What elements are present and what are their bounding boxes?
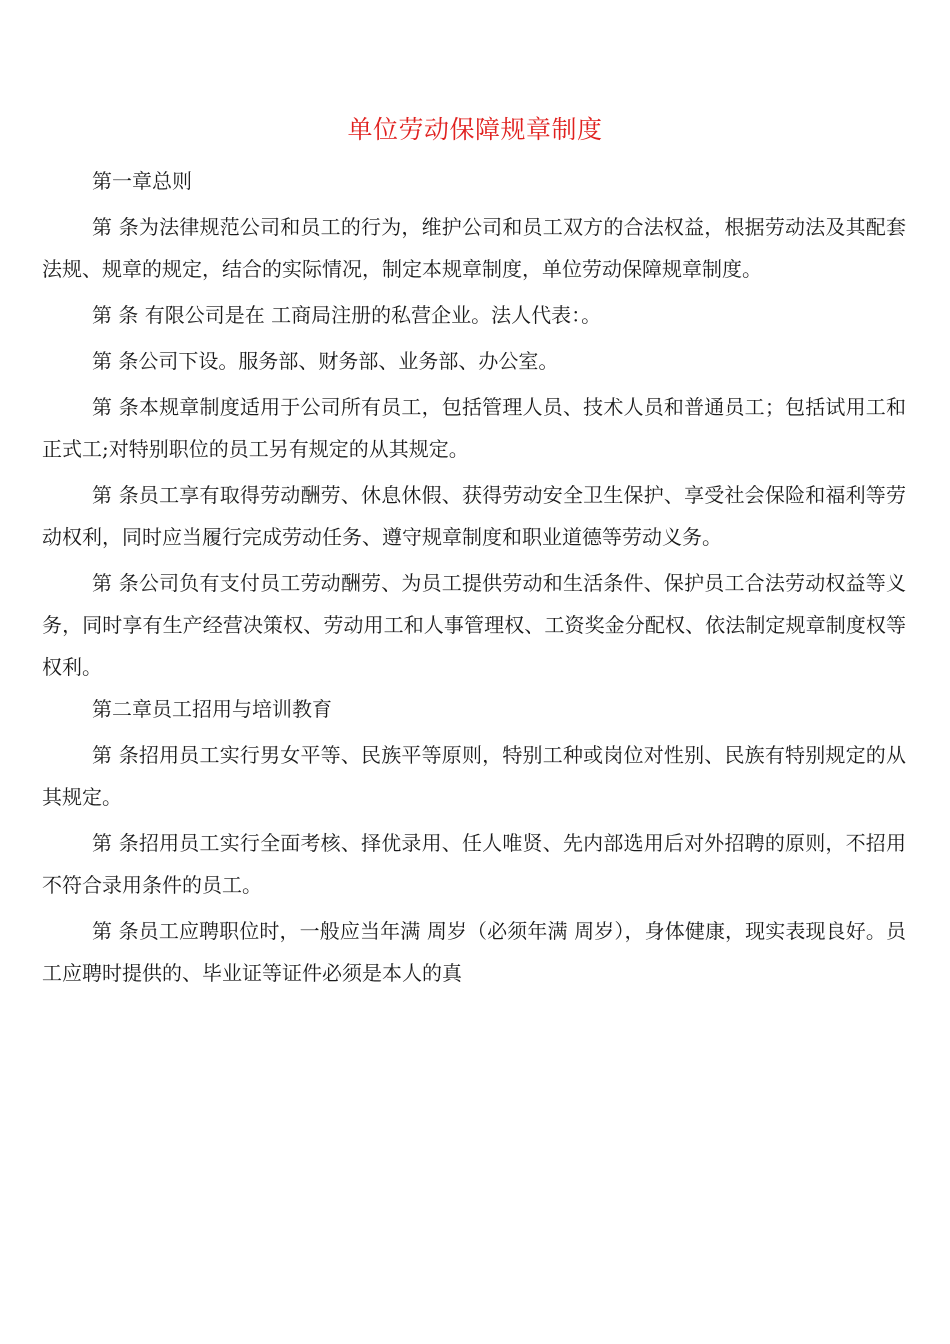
article-paragraph: 第 条招用员工实行全面考核、择优录用、任人唯贤、先内部选用后对外招聘的原则，不招用不符合录用条件的员工。 (42, 831, 906, 897)
chapter-heading-2: 第二章员工招用与培训教育 (92, 697, 332, 721)
document-title: 单位劳动保障规章制度 (347, 115, 603, 144)
article-paragraph: 第 条员工应聘职位时，一般应当年满 周岁（必须年满 周岁），身体健康，现实表现良好。员工应聘时提供的、毕业证等证件必须是本人的真 (42, 919, 906, 985)
article-paragraph: 第 条 有限公司是在 工商局注册的私营企业。法人代表：。 (92, 303, 602, 327)
chapter-heading-1: 第一章总则 (92, 169, 192, 193)
document-body (42, 160, 906, 994)
article-paragraph: 第 条公司负有支付员工劳动酬劳、为员工提供劳动和生活条件、保护员工合法劳动权益等义务，同时享有生产经营决策权、劳动用工和人事管理权、工资奖金分配权、依法制定规章制度权等权利。 (42, 571, 906, 679)
article-paragraph: 第 条公司下设。服务部、财务部、业务部、办公室。 (92, 349, 559, 373)
article-paragraph: 第 条员工享有取得劳动酬劳、休息休假、获得劳动安全卫生保护、享受社会保险和福利等劳动权利，同时应当履行完成劳动任务、遵守规章制度和职业道德等劳动义务。 (42, 483, 906, 549)
article-paragraph: 第 条招用员工实行男女平等、民族平等原则，特别工种或岗位对性别、民族有特别规定的从其规定。 (42, 743, 906, 809)
article-paragraph: 第 条为法律规范公司和员工的行为，维护公司和员工双方的合法权益，根据劳动法及其配套法规、规章的规定，结合的实际情况，制定本规章制度，单位劳动保障规章制度。 (42, 215, 906, 281)
article-paragraph: 第 条本规章制度适用于公司所有员工，包括管理人员、技术人员和普通员工；包括试用工和正式工;对特别职位的员工另有规定的从其规定。 (42, 395, 906, 461)
